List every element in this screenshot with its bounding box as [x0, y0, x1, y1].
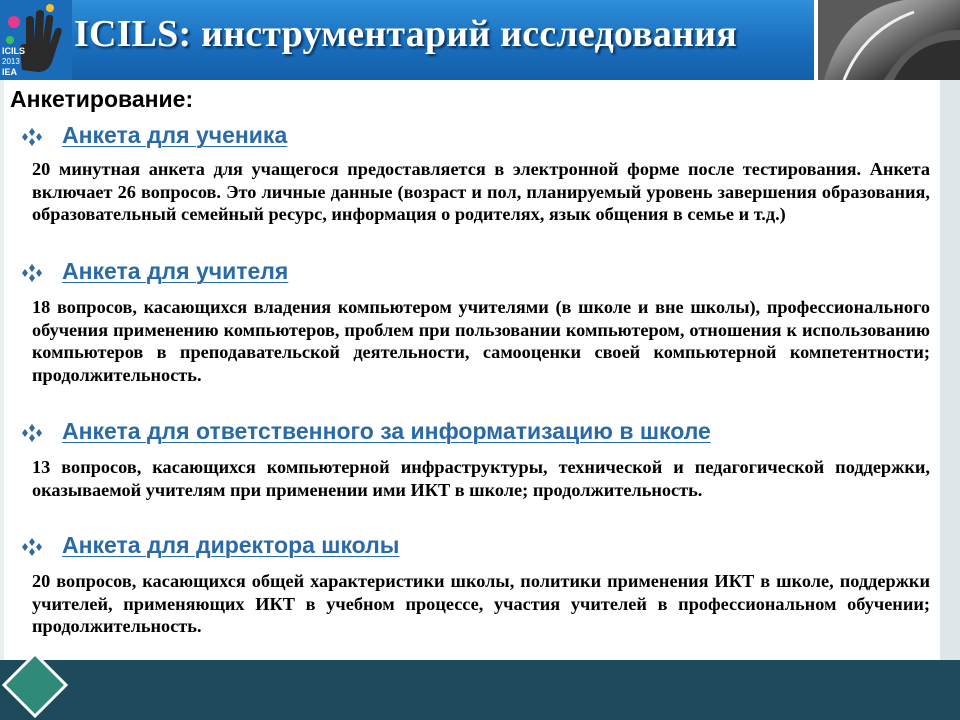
student-questionnaire-link[interactable]: Анкета для ученика	[62, 122, 288, 148]
icils-hand-logo-icon	[0, 0, 72, 80]
teacher-questionnaire-link[interactable]: Анкета для учителя	[62, 258, 289, 284]
four-diamond-bullet-icon	[18, 536, 46, 558]
metal-decoration-icon	[814, 0, 960, 80]
four-diamond-bullet-icon	[18, 262, 46, 284]
principal-questionnaire-text: 20 вопросов, касающихся общей характеристики школы, политики применения ИКТ в школе, поддержки учителей, применяющих ИКТ в учебном процессе, участия учителей в профессиональном обучении; продолжительность.	[32, 571, 930, 636]
svg-text:IEA: IEA	[2, 67, 18, 77]
svg-text:2013: 2013	[2, 57, 20, 66]
teacher-questionnaire-text: 18 вопросов, касающихся владения компьютером учителями (в школе и вне школы), профессионального обучения применению компьютеров, проблем при пользовании компьютером, отношения к использованию компьютеров в преподавательской деятельности, самооценки своей компьютерной компетентности; продолжительность.	[32, 297, 930, 385]
student-questionnaire-text: 20 минутная анкета для учащегося предоставляется в электронной форме после тестирования. Анкета включает 26 вопросов. Это личные данные (возраст и пол, планируемый уровень завершения образования, образовательный семейный ресурс, информация о родителях, язык общения в семье и т.д.)	[32, 159, 930, 224]
svg-text:ICILS: ICILS	[2, 46, 26, 56]
four-diamond-bullet-icon	[18, 126, 46, 148]
section-heading: Анкетирование:	[10, 86, 194, 112]
four-diamond-bullet-icon	[18, 422, 46, 444]
diamond-decoration-icon	[2, 652, 68, 718]
slide-title: ICILS: инструментарий исследования	[74, 13, 738, 55]
ict-coordinator-questionnaire-link[interactable]: Анкета для ответственного за информатизацию в школе	[62, 418, 711, 444]
footer-bar	[0, 660, 960, 720]
title-bar	[0, 0, 960, 80]
ict-coordinator-questionnaire-text: 13 вопросов, касающихся компьютерной инфраструктуры, технической и педагогической поддержки, оказываемой учителям при применении ими ИКТ в школе; продолжительность.	[32, 457, 930, 500]
right-margin	[940, 80, 960, 660]
principal-questionnaire-link[interactable]: Анкета для директора школы	[62, 532, 400, 558]
